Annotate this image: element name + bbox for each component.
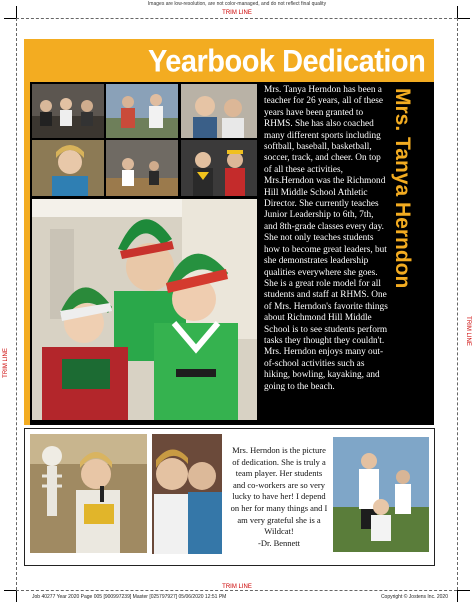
photo-superheroes — [181, 140, 257, 196]
photo-coach-track — [106, 84, 178, 138]
crop-mark — [457, 6, 458, 18]
trim-line-top: TRIM LINE — [222, 10, 252, 16]
dedication-quote — [230, 445, 328, 549]
photo-elves-main — [32, 199, 257, 420]
copyright: Copyright © Jostens Inc. 2020 — [380, 594, 448, 600]
job-info: Job 40277 Year 2020 Page 005 [900997239] Master [025797927] 05/06/2020 12:51 PM — [32, 594, 227, 600]
trim-line-bottom: TRIM LINE — [222, 584, 252, 590]
proof-note: Images are low-resolution, are not color-managed, and do not reflect final quality — [147, 1, 327, 7]
honoree-name-vertical — [384, 86, 418, 308]
photo-gym-game — [106, 140, 178, 196]
trim-guide — [457, 18, 458, 590]
crop-mark — [16, 590, 17, 602]
crop-mark — [457, 590, 458, 602]
trim-guide — [16, 18, 457, 19]
photo-teacher-portrait — [32, 140, 104, 196]
page-title: Yearbook Dedication — [148, 44, 426, 80]
quote-text: Mrs. Herndon is the picture of dedication. She is truly a team player. Her students and co-workers are so very lucky to have her! I depend on her for many things and I am very grateful she is a Wildcat! — [230, 445, 328, 537]
crop-mark — [458, 18, 470, 19]
crop-mark — [458, 590, 470, 591]
crop-mark — [4, 590, 16, 591]
photo-softball-team — [333, 437, 429, 552]
crop-mark — [16, 6, 17, 18]
trim-guide — [16, 18, 17, 590]
photo-group-kids — [32, 84, 104, 138]
photo-two-women — [181, 84, 257, 138]
trim-line-right: TRIM LINE — [465, 316, 471, 346]
honoree-name: Mrs. Tanya Herndon — [391, 88, 414, 289]
trim-guide — [16, 590, 457, 591]
dedication-bio: Mrs. Tanya Herndon has been a teacher for 26 years, all of these years have been granted to RHMS. She has also coached many different sports including softball, baseball, basketball, soccer, track, and cheer. On top of all these activities, Mrs.Herndon was the Richmond Hill Middle School Athletic Director. She currently teaches Junior Leadership to 6th, 7th, and 8th-grade classes every day. She not only teaches students how to become great leaders, but she demonstrates leadership qualities everywhere she goes. She is a great role model for all students and staff at RHMS. One of Mrs. Herndon's favorite things about Richmond Hill Middle School is to see students perform tasks they thought they couldn't. Mrs. Herndon enjoys many out-of-school activities such as hiking, bowling, kayaking, and going to the beach. — [264, 85, 388, 392]
crop-mark — [4, 18, 16, 19]
photo-two-teachers — [152, 434, 222, 554]
trim-line-left: TRIM LINE — [3, 348, 9, 378]
quote-signature: -Dr. Bennett — [257, 537, 301, 548]
photo-skeleton-mic — [30, 434, 147, 553]
